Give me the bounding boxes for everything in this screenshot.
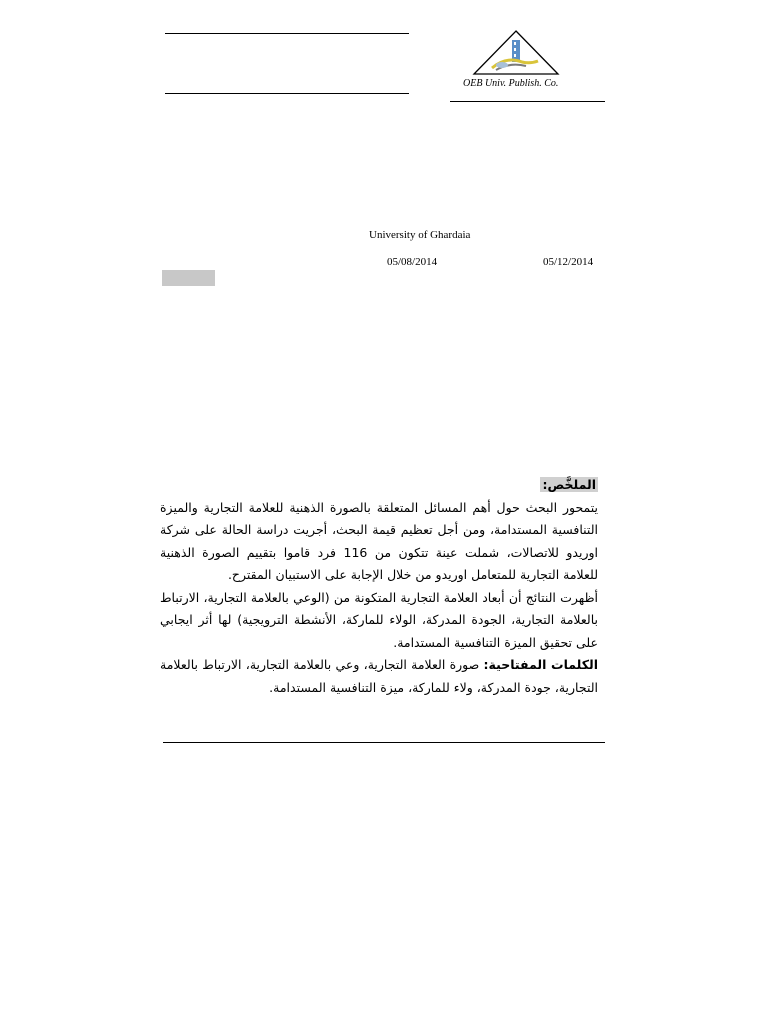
university-name: University of Ghardaia — [369, 229, 471, 241]
grey-placeholder-box — [162, 270, 215, 286]
header-rule-right — [450, 101, 605, 102]
abstract-heading: الملخَّص: — [542, 477, 596, 492]
publisher-logo — [470, 28, 562, 76]
accepted-date: 05/12/2014 — [543, 256, 594, 268]
header-rule-bottom-left — [165, 93, 409, 94]
header-rule-top-left — [165, 33, 409, 34]
publisher-name: OEB Univ. Publish. Co. — [463, 78, 559, 89]
received-date: 05/08/2014 — [387, 256, 438, 268]
abstract-paragraph-1: يتمحور البحث حول أهم المسائل المتعلقة بالصورة الذهنية للعلامة التجارية والميزة التنافسية المستدامة، ومن أجل تعظيم قيمة البحث، أجريت دراسة الحالة على شركة اوريدو للاتصالات، شملت عينة تتكون من 116 فرد قاموا بتقييم الصورة الذهنية للعلامة التجارية للمتعامل اوريدو من خلال الإجابة على الاستبيان المقترح. — [160, 499, 598, 582]
abstract-heading-line — [160, 474, 598, 497]
keywords-text: صورة العلامة التجارية، وعي بالعلامة التجارية، الارتباط بالعلامة التجارية، جودة المدركة، ولاء للماركة، ميزة التنافسية المستدامة. — [160, 657, 598, 695]
abstract-bottom-rule — [163, 742, 605, 743]
logo-triangle-icon — [470, 28, 562, 76]
abstract-section — [160, 474, 598, 699]
keywords-line — [160, 654, 598, 699]
keywords-label: الكلمات المفتاحية: — [483, 657, 598, 672]
abstract-paragraph-2: أظهرت النتائج أن أبعاد العلامة التجارية المتكونة من (الوعي بالعلامة التجارية، الارتباط بالعلامة التجارية، الجودة المدركة، الولاء للماركة، الأنشطة الترويجية) لها أثر ايجابي على تحقيق الميزة التنافسية المستدامة. — [160, 589, 598, 650]
